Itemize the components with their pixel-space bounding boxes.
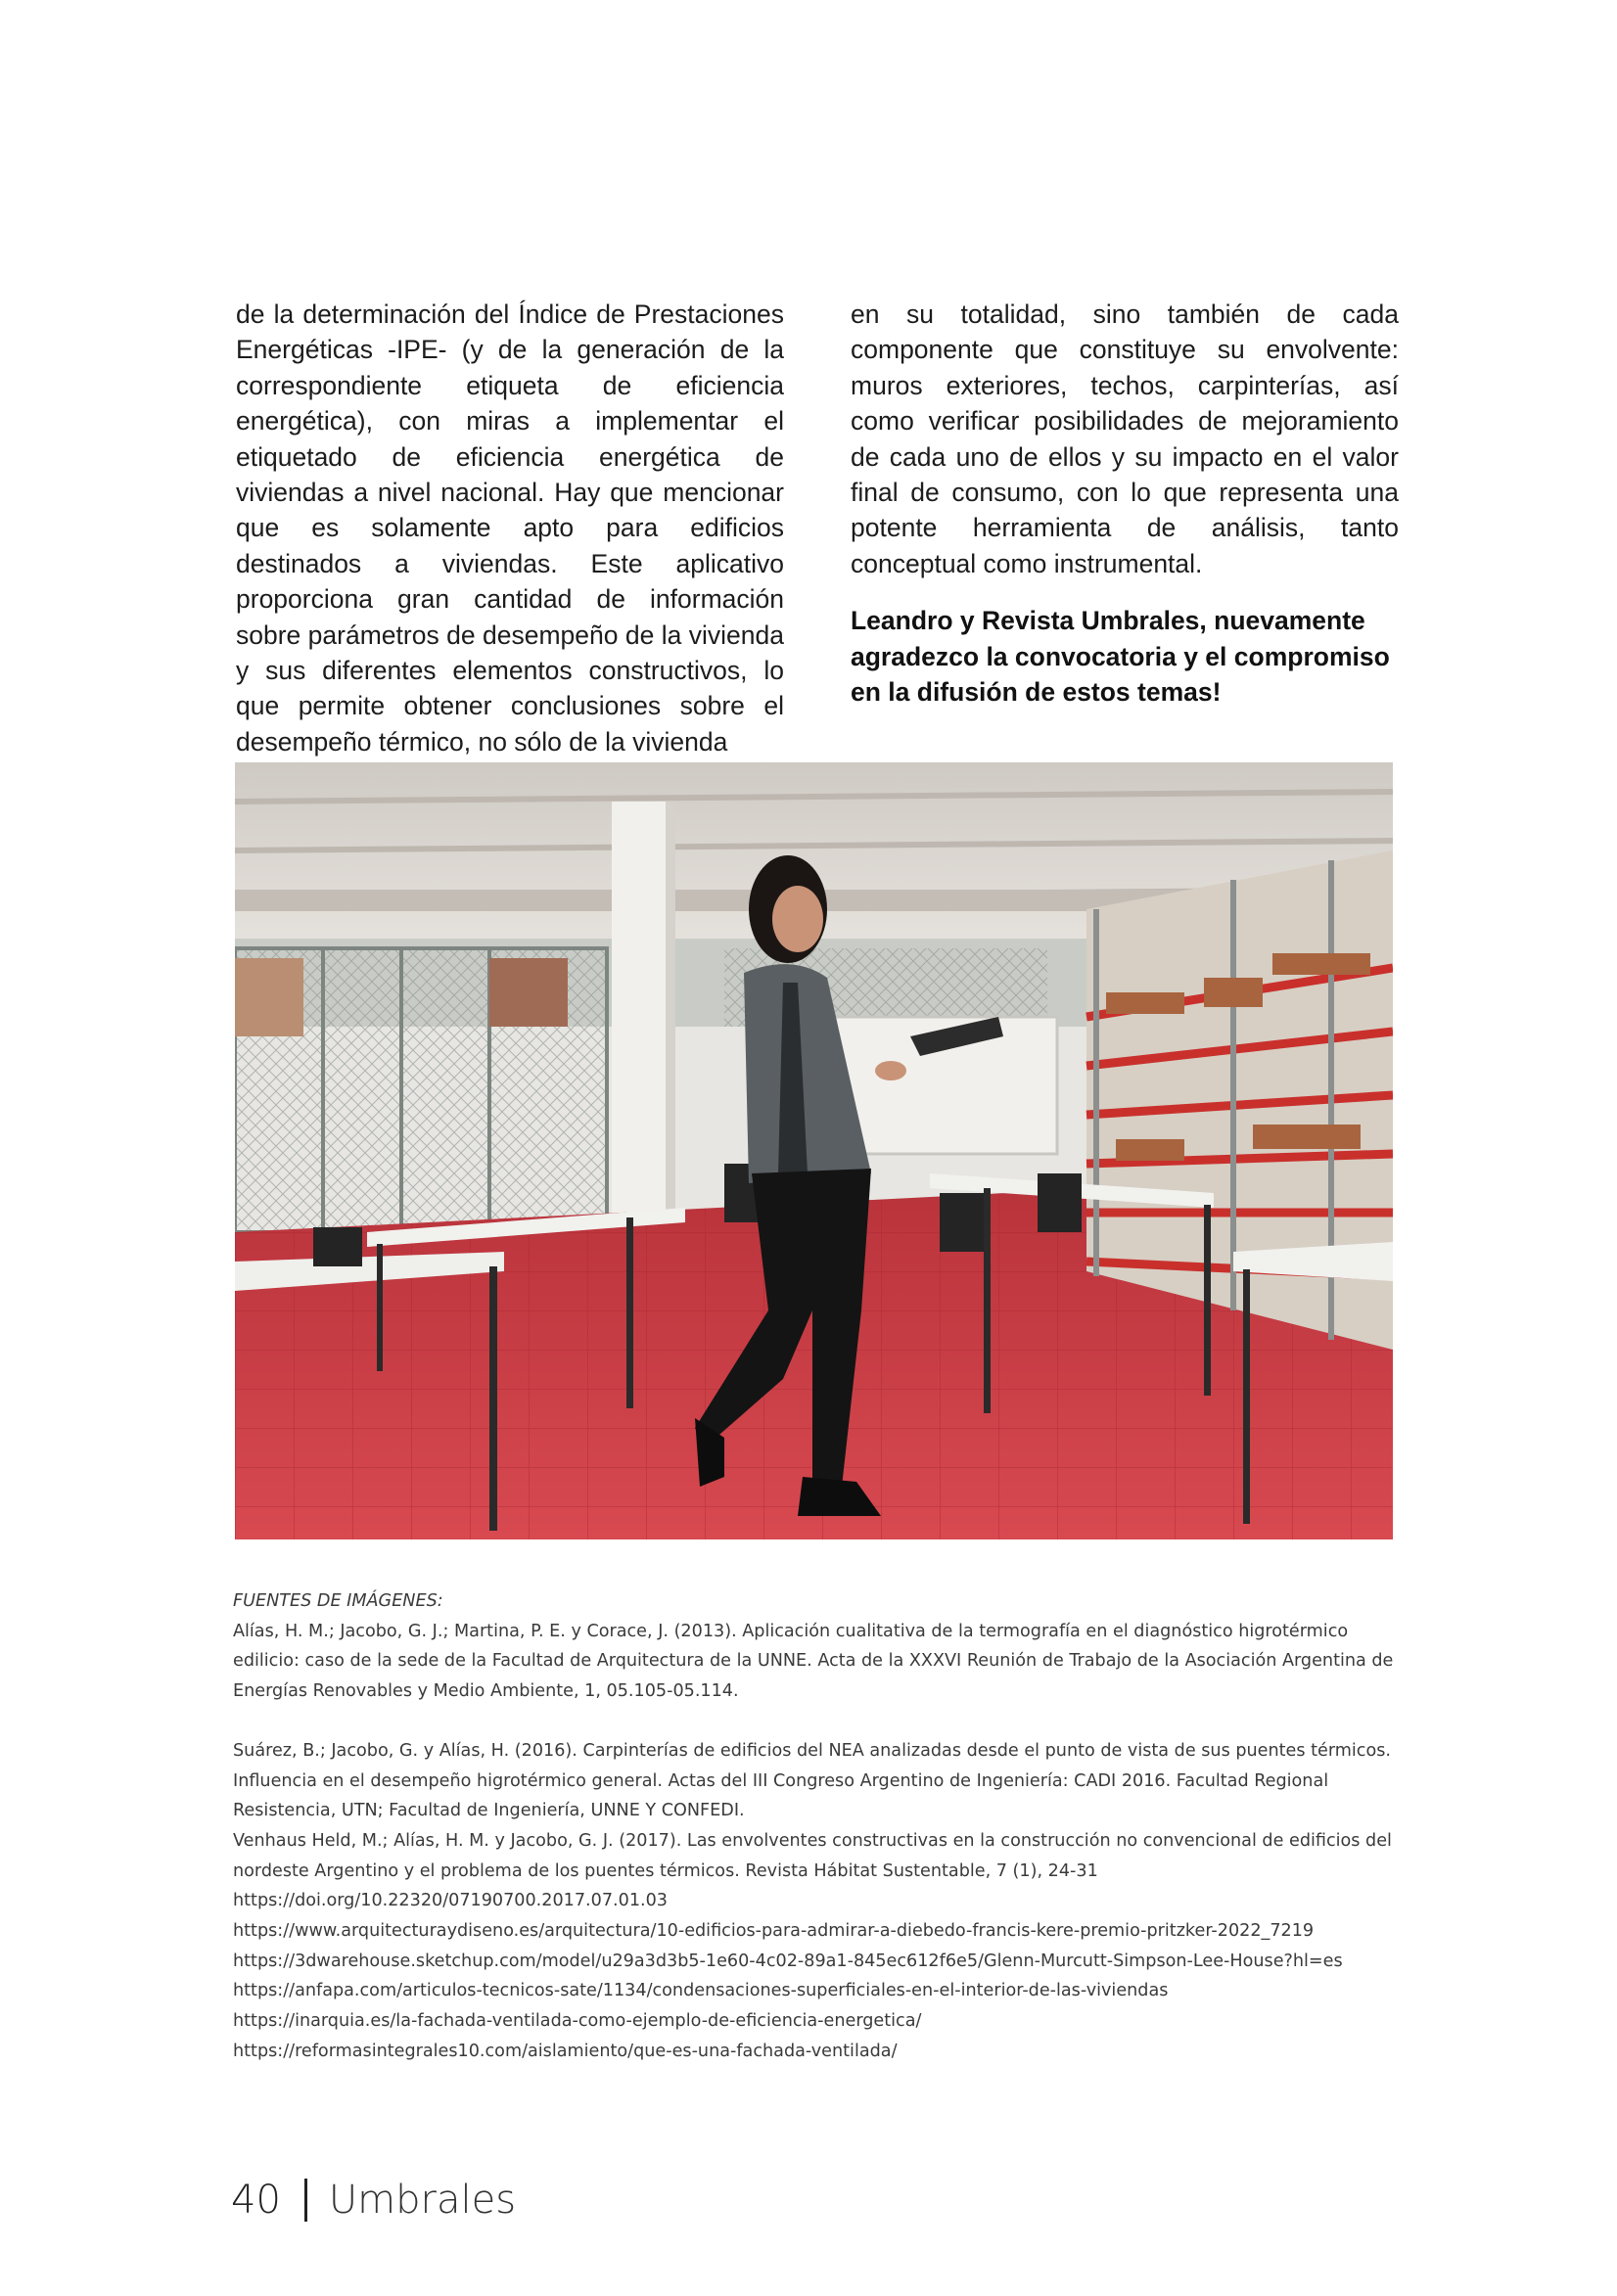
footer-divider: [304, 2179, 307, 2222]
source-url[interactable]: https://doi.org/10.22320/07190700.2017.07.01.03: [233, 1891, 668, 1911]
source-entry: Suárez, B.; Jacobo, G. y Alías, H. (2016). Carpinterías de edificios del NEA analizadas desde el punto de vista de sus puentes térmicos. Influencia en el desempeño higrotérmico general. Actas del III Congreso Argentino de Ingeniería: CADI 2016. Facultad Regional Resistencia, UTN; Facultad de Ingeniería, UNNE Y CONFEDI.: [233, 1740, 1391, 1821]
source-url[interactable]: https://reformasintegrales10.com/aislamiento/que-es-una-fachada-ventilada/: [233, 2041, 898, 2061]
source-url[interactable]: https://anfapa.com/articulos-tecnicos-sate/1134/condensaciones-superficiales-en-el-interior-de-las-viviendas: [233, 1981, 1169, 2001]
right-paragraph: en su totalidad, sino también de cada componente que constituye su envolvente: muros exteriores, techos, carpinterías, así como verificar posibilidades de mejoramiento de cada uno de ellos y su impacto en el valor final de consumo, con lo que representa una potente herramienta de análisis, tanto conceptual como instrumental.: [851, 299, 1399, 578]
page-number: 40: [231, 2178, 281, 2223]
image-sources: [233, 1586, 1398, 2067]
source-url[interactable]: https://www.arquitecturaydiseno.es/arquitectura/10-edificios-para-admirar-a-diebedo-francis-kere-premio-pritzker-2022_7219: [233, 1921, 1315, 1942]
entry-spacer: [233, 1707, 1398, 1736]
classroom-photo: [235, 762, 1393, 1539]
left-text-column: [236, 297, 784, 759]
publication-name: Umbrales: [328, 2178, 517, 2223]
source-url[interactable]: https://inarquia.es/la-fachada-ventilada-como-ejemplo-de-eficiencia-energetica/: [233, 2011, 922, 2032]
sources-title: FUENTES DE IMÁGENES:: [233, 1591, 443, 1611]
source-url[interactable]: https://3dwarehouse.sketchup.com/model/u29a3d3b5-1e60-4c02-89a1-845ec612f6e5/Glenn-Murcutt-Simpson-Lee-House?hl=es: [233, 1951, 1343, 1971]
source-entry: Venhaus Held, M.; Alías, H. M. y Jacobo, G. J. (2017). Las envolventes constructivas en la construcción no convencional de edificios del nordeste Argentino y el problema de los puentes térmicos. Revista Hábitat Sustentable, 7 (1), 24-31: [233, 1830, 1392, 1881]
page-footer: [231, 2171, 516, 2229]
closing-acknowledgement: Leandro y Revista Umbrales, nuevamente agradezco la convocatoria y el compromiso en la difusión de estos temas!: [851, 606, 1390, 708]
left-paragraph: de la determinación del Índice de Prestaciones Energéticas -IPE- (y de la generación de la correspondiente etiqueta de eficiencia energética), con miras a implementar el etiquetado de eficiencia energética de viviendas a nivel nacional. Hay que mencionar que es solamente apto para edificios destinados a viviendas. Este aplicativo proporciona gran cantidad de información sobre parámetros de desempeño de la vivienda y sus diferentes elementos constructivos, lo que permite obtener conclusiones sobre el desempeño térmico, no sólo de la vivienda: [236, 299, 784, 757]
right-text-column: [851, 297, 1399, 710]
source-entry: Alías, H. M.; Jacobo, G. J.; Martina, P. E. y Corace, J. (2013). Aplicación cualitativa de la termografía en el diagnóstico higrotérmico edilicio: caso de la sede de la Facultad de Arquitectura de la UNNE. Acta de la XXXVI Reunión de Trabajo de la Asociación Argentina de Energías Renovables y Medio Ambiente, 1, 05.105-05.114.: [233, 1621, 1394, 1702]
